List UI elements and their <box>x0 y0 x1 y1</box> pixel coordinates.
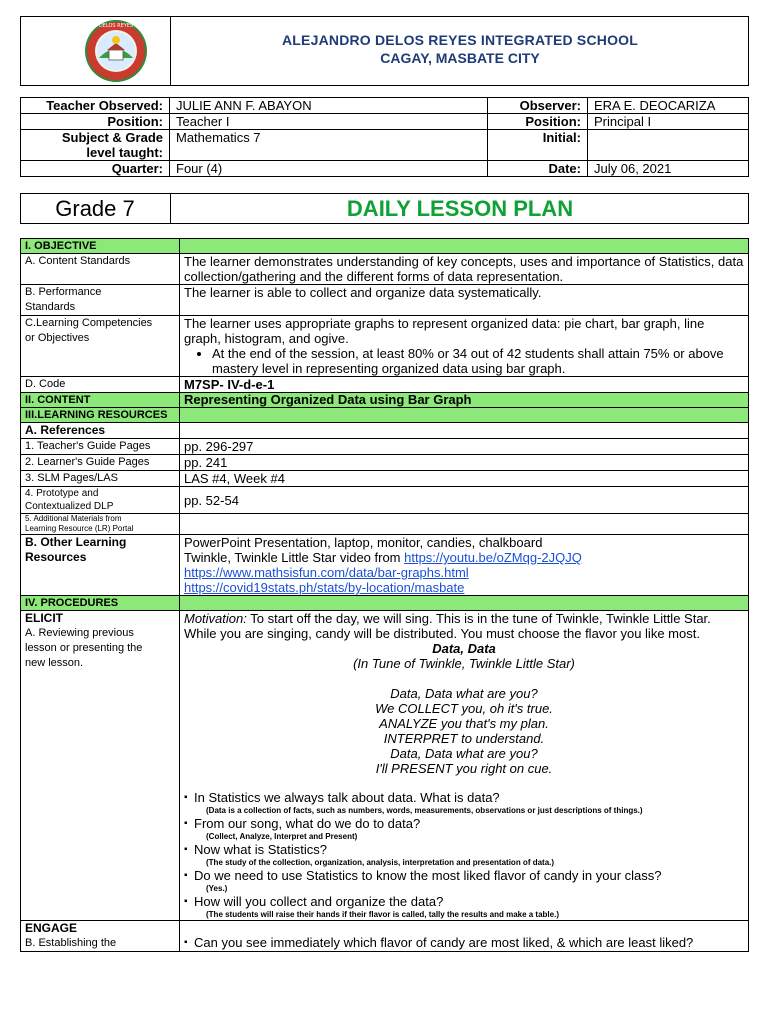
additional-label-line2: Learning Resource (LR) Portal <box>25 524 134 533</box>
initial-label: Initial: <box>488 130 588 161</box>
song-line: INTERPRET to understand. <box>383 731 545 746</box>
competencies-label-line2: or Objectives <box>25 332 90 344</box>
song-line: Data, Data what are you? <box>390 746 538 761</box>
school-city: CAGAY, MASBATE CITY <box>380 50 540 66</box>
info-row <box>21 161 749 177</box>
teachers-guide-value: pp. 296-297 <box>180 439 749 455</box>
answer-item: (Data is a collection of facts, such as numbers, words, measurements, observations or just descriptions of things.) <box>206 806 643 815</box>
quarter-value: Four (4) <box>170 161 488 177</box>
additional-materials-label <box>21 514 180 535</box>
motivation-label: Motivation: <box>184 611 247 626</box>
engage-content <box>180 921 749 952</box>
other-resources-line2 <box>184 550 744 565</box>
school-name: ALEJANDRO DELOS REYES INTEGRATED SCHOOL <box>281 32 639 48</box>
resources-header: III.LEARNING RESOURCES <box>21 408 180 423</box>
song-line: I'll PRESENT you right on cue. <box>375 761 553 776</box>
table-row <box>21 514 749 535</box>
elicit-label: ELICIT <box>25 611 63 625</box>
table-row <box>21 285 749 316</box>
elicit-sub-line1: A. Reviewing previous <box>25 627 134 639</box>
competencies-bullet: • At the end of the session, at least 80% or 34 out of 42 students shall attain 75% or above mastery level in representing organized data using bar graph. <box>212 346 744 376</box>
prototype-label-line2: Contextualized DLP <box>25 501 114 512</box>
daily-lesson-plan-title: DAILY LESSON PLAN <box>346 196 574 221</box>
performance-standards-text: The learner is able to collect and organize data systematically. <box>180 285 749 316</box>
performance-label-line1: B. Performance <box>25 286 102 298</box>
table-row <box>21 487 749 514</box>
additional-materials-value <box>180 514 749 535</box>
engage-label-cell <box>21 921 180 952</box>
song-line: ANALYZE you that's my plan. <box>379 716 549 731</box>
procedures-header: IV. PROCEDURES <box>21 596 180 611</box>
grade-label: Grade 7 <box>55 196 135 221</box>
table-row <box>21 316 749 377</box>
table-row <box>21 423 749 439</box>
teacher-label: Teacher Observed: <box>21 98 170 114</box>
subject-value: Mathematics 7 <box>170 130 488 161</box>
answer-item: (The students will raise their hands if their flavor is called, tally the results and make a table.) <box>206 910 559 919</box>
content-header: II. CONTENT <box>21 393 180 408</box>
prototype-label-line1: 4. Prototype and <box>25 488 99 499</box>
position-label: Position: <box>21 114 170 130</box>
subject-label-line1: Subject & Grade <box>61 130 163 145</box>
objective-header-row <box>21 239 749 254</box>
references-header: A. References <box>21 423 180 439</box>
info-row <box>21 114 749 130</box>
resources-header-blank <box>180 408 749 423</box>
date-value: July 06, 2021 <box>588 161 749 177</box>
song-spacer <box>184 671 744 686</box>
youtube-link[interactable]: https://youtu.be/oZMqg-2JQJQ <box>404 550 582 565</box>
elicit-sub-line3: new lesson. <box>25 657 84 669</box>
code-value: M7SP- IV-d-e-1 <box>180 377 749 393</box>
school-seal-logo <box>76 18 156 84</box>
observer-position-label: Position: <box>488 114 588 130</box>
content-standards-label: A. Content Standards <box>21 254 180 285</box>
question-item: ▪ Do we need to use Statistics to know the most liked flavor of candy in your class? <box>184 868 744 883</box>
subject-label-line2: level taught: <box>86 145 163 160</box>
lesson-plan-table <box>20 238 749 952</box>
elicit-label-cell <box>21 611 180 921</box>
content-header-row <box>21 393 749 408</box>
engage-label: ENGAGE <box>25 921 78 935</box>
questions-spacer <box>184 776 744 790</box>
elicit-content <box>180 611 749 921</box>
table-row <box>21 921 749 952</box>
additional-label-line1: 5. Additional Materials from <box>25 514 122 523</box>
engage-question: ▪ Can you see immediately which flavor of candy are most liked, & which are least liked? <box>184 935 744 950</box>
observer-label: Observer: <box>488 98 588 114</box>
question-item: ▪ In Statistics we always talk about data. What is data? <box>184 790 744 805</box>
competencies-list <box>184 346 744 376</box>
prototype-label <box>21 487 180 514</box>
info-row <box>21 130 749 161</box>
table-row <box>21 439 749 455</box>
other-resources-line3 <box>184 565 744 580</box>
other-resources-line1: PowerPoint Presentation, laptop, monitor, candies, chalkboard <box>184 535 543 550</box>
answer-item: (Yes.) <box>206 884 228 893</box>
table-row <box>21 611 749 921</box>
song-line: Data, Data what are you? <box>390 686 538 701</box>
objective-header: I. OBJECTIVE <box>21 239 180 254</box>
motivation-paragraph <box>184 611 744 641</box>
svg-text:DELOS REYES: DELOS REYES <box>98 23 134 29</box>
mathsisfun-link[interactable]: https://www.mathsisfun.com/data/bar-graphs.html <box>184 565 469 580</box>
song-title: Data, Data <box>432 641 496 656</box>
table-row <box>21 471 749 487</box>
competencies-text: The learner uses appropriate graphs to represent organized data: pie chart, bar graph, line graph, histogram, and ogive. <box>184 316 705 346</box>
table-row <box>21 535 749 596</box>
observer-position-value: Principal I <box>588 114 749 130</box>
content-topic: Representing Organized Data using Bar Graph <box>180 393 749 408</box>
date-label: Date: <box>488 161 588 177</box>
other-resources-cell <box>180 535 749 596</box>
learners-guide-value: pp. 241 <box>180 455 749 471</box>
position-value: Teacher I <box>170 114 488 130</box>
competencies-cell <box>180 316 749 377</box>
procedures-header-blank <box>180 596 749 611</box>
motivation-text: To start off the day, we will sing. This is in the tune of Twinkle, Twinkle Little Star. While you are singing, candy will be distributed. You must choose the flavor you like most. <box>184 611 711 641</box>
procedures-header-row <box>21 596 749 611</box>
code-label: D. Code <box>21 377 180 393</box>
question-item: ▪ From our song, what do we do to data? <box>184 816 744 831</box>
learners-guide-label: 2. Learner's Guide Pages <box>21 455 180 471</box>
other-resources-line4 <box>184 580 744 595</box>
answer-item: (The study of the collection, organization, analysis, interpretation and presentation of data.) <box>206 858 555 867</box>
other-label-line2: Resources <box>25 550 87 564</box>
covid-stats-link[interactable]: https://covid19stats.ph/stats/by-location/masbate <box>184 580 465 595</box>
prototype-value: pp. 52-54 <box>180 487 749 514</box>
objective-header-blank <box>180 239 749 254</box>
competencies-label <box>21 316 180 377</box>
other-label-line1: B. Other Learning <box>25 535 127 549</box>
performance-standards-label <box>21 285 180 316</box>
slm-label: 3. SLM Pages/LAS <box>21 471 180 487</box>
song-subtitle: (In Tune of Twinkle, Twinkle Little Star) <box>353 656 575 671</box>
table-row <box>21 455 749 471</box>
performance-label-line2: Standards <box>25 301 76 313</box>
other-resources-label <box>21 535 180 596</box>
engage-sub: B. Establishing the <box>25 937 117 949</box>
subject-label <box>21 130 170 161</box>
info-row <box>21 98 749 114</box>
song-line: We COLLECT you, oh it's true. <box>375 701 553 716</box>
table-row <box>21 377 749 393</box>
elicit-sub-line2: lesson or presenting the <box>25 642 143 654</box>
video-prefix: Twinkle, Twinkle Little Star video from <box>184 550 405 565</box>
competencies-label-line1: C.Learning Competencies <box>25 317 153 329</box>
answer-item: (Collect, Analyze, Interpret and Present) <box>206 832 358 841</box>
slm-value: LAS #4, Week #4 <box>180 471 749 487</box>
table-row <box>21 254 749 285</box>
quarter-label: Quarter: <box>21 161 170 177</box>
resources-header-row <box>21 408 749 423</box>
content-standards-text: The learner demonstrates understanding of key concepts, uses and importance of Statistics, data collection/gathering and the different forms of data representation. <box>180 254 749 285</box>
teachers-guide-label: 1. Teacher's Guide Pages <box>21 439 180 455</box>
question-item: ▪ Now what is Statistics? <box>184 842 744 857</box>
observation-info-table <box>20 97 749 177</box>
teacher-value: JULIE ANN F. ABAYON <box>170 98 488 114</box>
initial-value <box>588 130 749 161</box>
references-blank <box>180 423 749 439</box>
question-item: ▪ How will you collect and organize the data? <box>184 894 744 909</box>
observer-value: ERA E. DEOCARIZA <box>588 98 749 114</box>
